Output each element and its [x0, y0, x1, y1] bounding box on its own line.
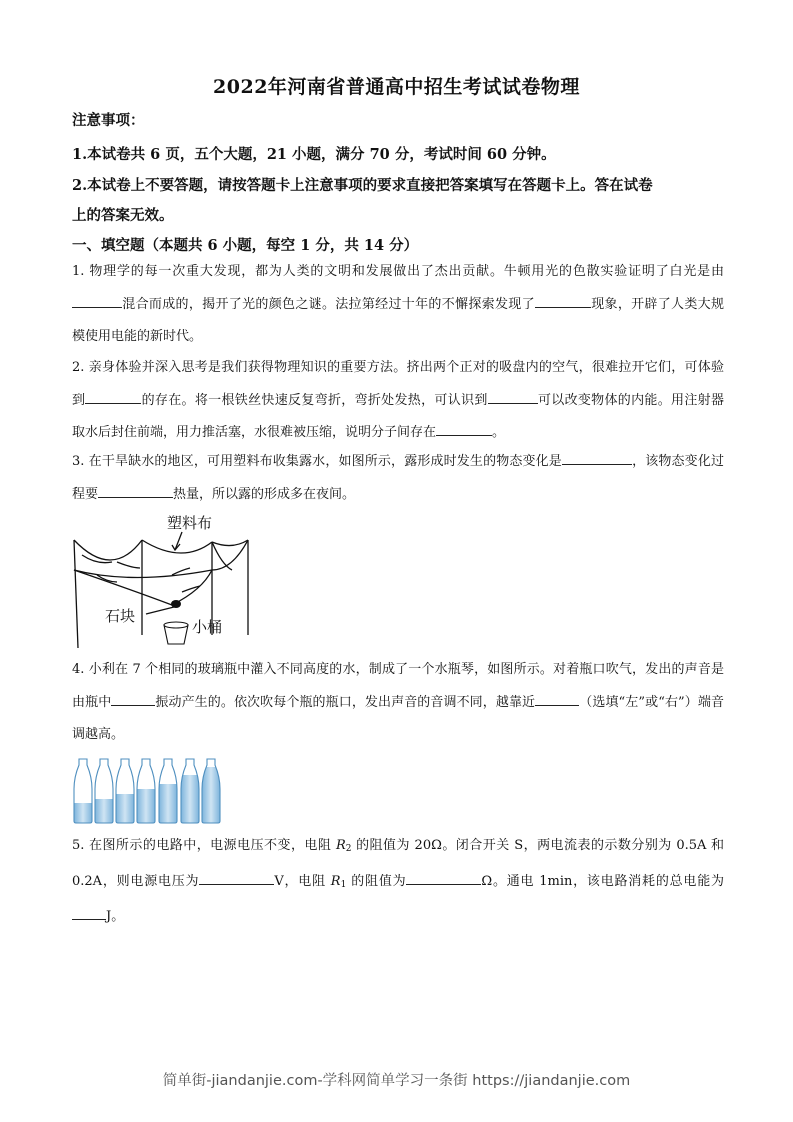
q5-text-1: 5. 在图所示的电路中，电源电压不变，电阻	[72, 838, 336, 853]
question-1	[72, 256, 724, 354]
q3-blank-2[interactable]	[98, 483, 173, 498]
section-1-heading: 一、填空题（本题共 6 小题，每空 1 分，共 14 分）	[72, 237, 419, 254]
q2-blank-3[interactable]	[436, 421, 492, 436]
q5-text-6: J。	[106, 909, 125, 924]
q5-text-5: Ω。通电 1min，该电路消耗的总电能为	[481, 873, 724, 889]
q5-blank-1[interactable]	[199, 870, 274, 885]
plastic-sheet-diagram-icon	[72, 510, 257, 655]
dew-collection-figure	[72, 510, 257, 655]
notice-item-2-line-1: 2.本试卷上不要答题，请按答题卡上注意事项的要求直接把答案填写在答题卡上。答在试卷	[72, 177, 653, 194]
q2-text-1: 2. 亲身体验并深入思考是我们获得物理知识的重要方法。挤出两个正对的吸盘内的空气，很难拉开它们，可体验到	[72, 360, 724, 408]
bucket-label: 小桶	[192, 618, 223, 636]
q4-blank-1[interactable]	[111, 691, 155, 706]
q1-blank-1[interactable]	[72, 293, 122, 308]
r1-subscript: 1	[340, 879, 347, 890]
r1-symbol: R	[330, 873, 341, 889]
question-4	[72, 654, 724, 752]
footer-watermark: 简单街-jiandanjie.com-学科网简单学习一条街 https://jiandanjie.com	[162, 1073, 631, 1089]
stone-label: 石块	[105, 607, 136, 625]
plastic-sheet-label: 塑料布	[167, 514, 213, 532]
q2-text-3: 可以改变物体的内能。用注射器取水后封住前端，用力推活塞，水很难被压缩，说明分子间存在	[72, 392, 724, 440]
q1-text-2: 混合而成的，揭开了光的颜色之谜。法拉第经过十年的不懈探索发现了	[122, 296, 535, 312]
notice-heading: 注意事项：	[72, 112, 145, 129]
r2-subscript: 2	[345, 844, 352, 854]
q4-blank-2[interactable]	[535, 691, 579, 706]
q1-text-1: 1. 物理学的每一次重大发现，都为人类的文明和发展做出了杰出贡献。牛顿用光的色散实验证明了白光是由	[72, 264, 724, 279]
q2-blank-1[interactable]	[85, 389, 141, 404]
q3-text-2: ，该物态变化过程要	[72, 454, 724, 502]
water-bottle-figure	[73, 757, 223, 825]
q5-text-4: 的阻值为	[346, 873, 407, 889]
q1-text-3: 现象，开辟了人类大规模使用电能的新时代。	[72, 296, 724, 344]
notice-item-1: 1.本试卷共 6 页，五个大题，21 小题，满分 70 分，考试时间 60 分钟。	[72, 146, 556, 163]
q2-text-4: 。	[492, 425, 506, 440]
question-2	[72, 352, 724, 450]
q2-text-2: 的存在。将一根铁丝快速反复弯折，弯折处发热，可认识到	[141, 392, 488, 408]
r2-symbol: R	[335, 838, 346, 853]
notice-item-2-line-2: 上的答案无效。	[72, 207, 174, 224]
q3-text-3: 热量，所以露的形成多在夜间。	[173, 486, 356, 502]
question-5	[72, 830, 724, 934]
q3-blank-1[interactable]	[562, 450, 632, 465]
q2-blank-2[interactable]	[488, 389, 538, 404]
q4-text-2: 振动产生的。依次吹每个瓶的瓶口，发出声音的音调不同，越靠近	[155, 694, 536, 710]
question-3	[72, 446, 724, 511]
q5-text-2: 的阻值为 20Ω。闭合开关 S，两电流表的示数分别为 0.5A 和 0.2A，则电源电压为	[72, 838, 724, 889]
q5-blank-2[interactable]	[406, 870, 481, 885]
q3-text-1: 3. 在干旱缺水的地区，可用塑料布收集露水，如图所示，露形成时发生的物态变化是	[72, 454, 562, 469]
seven-bottles-icon	[73, 757, 223, 825]
q1-blank-2[interactable]	[535, 293, 591, 308]
q4-text-3: （选填“左”或“右”）端音调越高。	[72, 694, 724, 742]
q4-text-1: 4. 小利在 7 个相同的玻璃瓶中灌入不同高度的水，制成了一个水瓶琴，如图所示。对着瓶口吹气，发出的声音是由瓶中	[72, 662, 724, 710]
q5-text-3: V，电阻	[274, 873, 331, 889]
exam-title: 2022年河南省普通高中招生考试试卷物理	[213, 76, 580, 98]
q5-blank-3[interactable]	[72, 905, 106, 920]
